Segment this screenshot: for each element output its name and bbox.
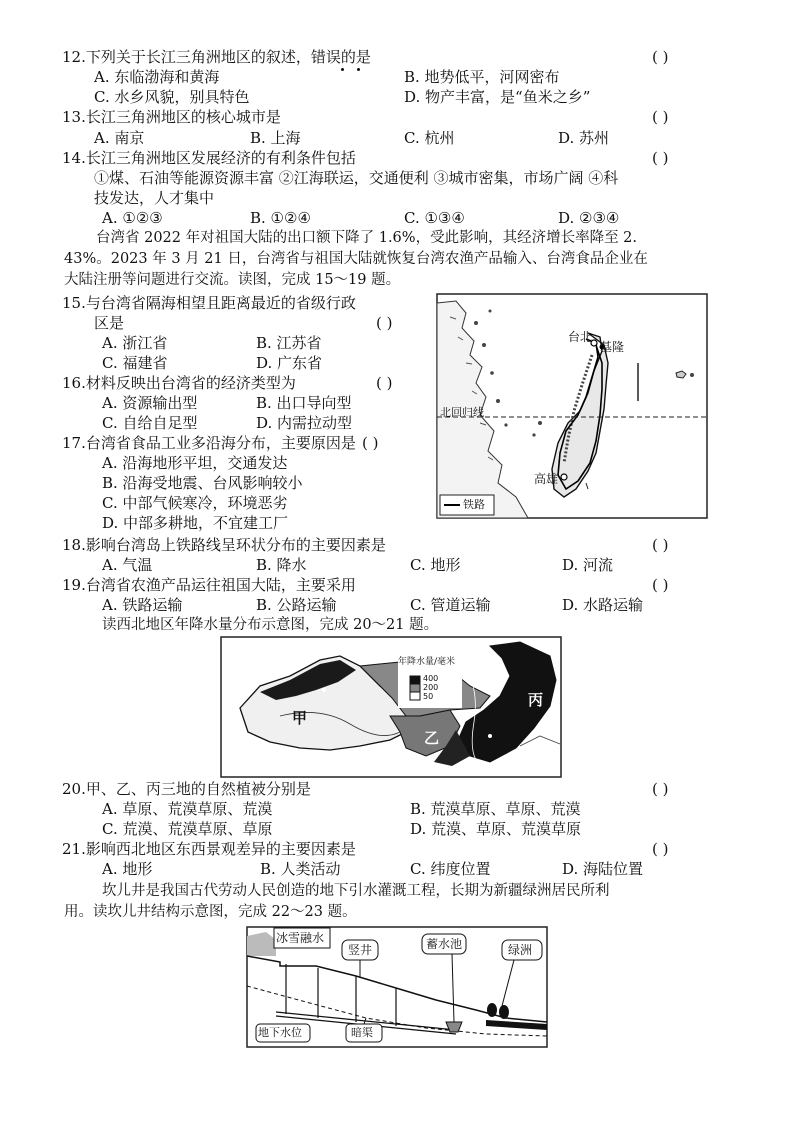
q12-stem: 12.下列关于长江三角洲地区的叙述，错误的是 <box>62 48 371 66</box>
q12-option-a[interactable]: A. 东临渤海和黄海 <box>94 68 220 86</box>
q20-option-c[interactable]: C. 荒漠、荒漠草原、草原 <box>102 820 273 838</box>
q18-stem: 18.影响台湾岛上铁路线呈环状分布的主要因素是 <box>62 536 386 554</box>
q19-stem: 19.台湾省农渔产品运往祖国大陆，主要采用 <box>62 576 356 594</box>
q16-option-a[interactable]: A. 资源输出型 <box>102 394 198 412</box>
label-gaoxiong: 高雄 <box>534 472 559 486</box>
label-shaft: 竖井 <box>348 943 373 957</box>
taiwan-passage-line3: 大陆注册等问题进行交流。读图，完成 15～19 题。 <box>64 272 401 288</box>
label-channel: 暗渠 <box>351 1026 373 1039</box>
q15-option-d[interactable]: D. 广东省 <box>256 354 323 372</box>
nw-map-intro: 读西北地区年降水量分布示意图，完成 20～21 题。 <box>102 617 439 633</box>
label-yi: 乙 <box>424 729 440 747</box>
label-groundwater: 地下水位 <box>258 1026 302 1039</box>
q18-option-d[interactable]: D. 河流 <box>562 556 614 574</box>
q16-answer-paren[interactable]: ( ) <box>376 374 393 392</box>
q20-answer-paren[interactable]: ( ) <box>652 780 669 798</box>
q19-answer-paren[interactable]: ( ) <box>652 576 669 594</box>
q19-option-b[interactable]: B. 公路运输 <box>256 596 337 614</box>
q16-stem: 16.材料反映出台湾省的经济类型为 <box>62 374 296 392</box>
label-bing: 丙 <box>528 691 544 709</box>
q18-option-a[interactable]: A. 气温 <box>102 556 153 574</box>
northwest-precipitation-map <box>220 636 562 778</box>
emphasis-dot <box>357 68 360 71</box>
karez-passage-line2: 用。读坎儿井结构示意图，完成 22～23 题。 <box>64 904 357 920</box>
q15-option-b[interactable]: B. 江苏省 <box>256 334 322 352</box>
q13-option-c[interactable]: C. 杭州 <box>404 129 455 147</box>
q20-option-b[interactable]: B. 荒漠草原、草原、荒漠 <box>410 800 581 818</box>
q15-stem: 15.与台湾省隔海相望且距离最近的省级行政 <box>62 294 356 312</box>
q14-answer-paren[interactable]: ( ) <box>652 149 669 167</box>
q13-stem: 13.长江三角洲地区的核心城市是 <box>62 108 281 126</box>
q16-option-b[interactable]: B. 出口导向型 <box>256 394 352 412</box>
q18-option-c[interactable]: C. 地形 <box>410 556 461 574</box>
label-tropic-of-cancer: 北回归线 <box>440 406 484 419</box>
karez-passage-line1: 坎儿井是我国古代劳动人民创造的地下引水灌溉工程，长期为新疆绿洲居民所利 <box>102 883 610 899</box>
q18-answer-paren[interactable]: ( ) <box>652 536 669 554</box>
q17-stem: 17.台湾省食品工业多沿海分布，主要原因是 <box>62 434 356 452</box>
q17-option-b[interactable]: B. 沿海受地震、台风影响较小 <box>102 474 303 492</box>
q12-answer-paren[interactable]: ( ) <box>652 48 669 66</box>
q17-option-c[interactable]: C. 中部气候寒冷，环境恶劣 <box>102 494 288 512</box>
q14-conditions-cont: 技发达，人才集中 <box>94 189 215 207</box>
label-oasis: 绿洲 <box>508 943 533 957</box>
q12-option-b[interactable]: B. 地势低平，河网密布 <box>404 68 560 86</box>
emphasis-dot <box>341 68 344 71</box>
q19-option-c[interactable]: C. 管道运输 <box>410 596 491 614</box>
q21-option-d[interactable]: D. 海陆位置 <box>562 860 644 878</box>
q19-option-d[interactable]: D. 水路运输 <box>562 596 644 614</box>
q15-answer-paren[interactable]: ( ) <box>376 314 393 332</box>
legend-title: 年降水量/毫米 <box>398 657 456 667</box>
legend-value-200: 200 <box>423 683 439 692</box>
legend-value-400: 400 <box>423 674 439 683</box>
q15-option-a[interactable]: A. 浙江省 <box>102 334 168 352</box>
q14-option-b[interactable]: B. ①②④ <box>250 209 311 227</box>
q17-option-a[interactable]: A. 沿海地形平坦，交通发达 <box>102 454 288 472</box>
label-taibei: 台北 <box>568 330 593 344</box>
q21-answer-paren[interactable]: ( ) <box>652 840 669 858</box>
label-pool: 蓄水池 <box>426 937 463 951</box>
q16-option-c[interactable]: C. 自给自足型 <box>102 414 198 432</box>
legend-value-50: 50 <box>423 692 434 701</box>
q16-option-d[interactable]: D. 内需拉动型 <box>256 414 353 432</box>
northwest-map-svg <box>220 636 562 778</box>
q20-option-a[interactable]: A. 草原、荒漠草原、荒漠 <box>102 800 273 818</box>
q17-answer-paren[interactable]: ( ) <box>362 434 379 452</box>
q17-option-d[interactable]: D. 中部多耕地，不宜建工厂 <box>102 514 289 532</box>
label-jia: 甲 <box>292 709 308 727</box>
q13-option-d[interactable]: D. 苏州 <box>558 129 610 147</box>
taiwan-map <box>436 293 708 519</box>
q15-option-c[interactable]: C. 福建省 <box>102 354 168 372</box>
q21-option-a[interactable]: A. 地形 <box>102 860 153 878</box>
q21-stem: 21.影响西北地区东西景观差异的主要因素是 <box>62 840 356 858</box>
q21-option-b[interactable]: B. 人类活动 <box>260 860 341 878</box>
q15-stem-cont: 区是 <box>94 314 125 332</box>
taiwan-passage-line1: 台湾省 2022 年对祖国大陆的出口额下降了 1.6%，受此影响，其经济增长率降至 2. <box>96 230 638 246</box>
q13-option-a[interactable]: A. 南京 <box>94 129 145 147</box>
label-jilong: 基隆 <box>600 340 625 354</box>
q20-stem: 20.甲、乙、丙三地的自然植被分别是 <box>62 780 311 798</box>
q18-option-b[interactable]: B. 降水 <box>256 556 307 574</box>
q20-option-d[interactable]: D. 荒漠、草原、荒漠草原 <box>410 820 582 838</box>
karez-structure-diagram <box>246 926 548 1048</box>
q12-option-d[interactable]: D. 物产丰富，是“鱼米之乡” <box>404 88 591 106</box>
q19-option-a[interactable]: A. 铁路运输 <box>102 596 183 614</box>
q14-option-a[interactable]: A. ①②③ <box>102 209 163 227</box>
q21-option-c[interactable]: C. 纬度位置 <box>410 860 491 878</box>
q13-option-b[interactable]: B. 上海 <box>250 129 301 147</box>
taiwan-passage-line2: 43%。2023 年 3 月 21 日，台湾省与祖国大陆就恢复台湾农渔产品输入、台湾食品企业在 <box>64 251 648 267</box>
label-snowmelt: 冰雪融水 <box>276 931 325 945</box>
q14-option-c[interactable]: C. ①③④ <box>404 209 465 227</box>
q12-option-c[interactable]: C. 水乡风貌，别具特色 <box>94 88 250 106</box>
q14-stem: 14.长江三角洲地区发展经济的有利条件包括 <box>62 149 356 167</box>
q13-answer-paren[interactable]: ( ) <box>652 108 669 126</box>
q14-option-d[interactable]: D. ②③④ <box>558 209 620 227</box>
q14-conditions: ①煤、石油等能源资源丰富 ②江海联运，交通便利 ③城市密集，市场广阔 ④科 <box>94 169 619 187</box>
legend-railway: 铁路 <box>463 498 485 511</box>
